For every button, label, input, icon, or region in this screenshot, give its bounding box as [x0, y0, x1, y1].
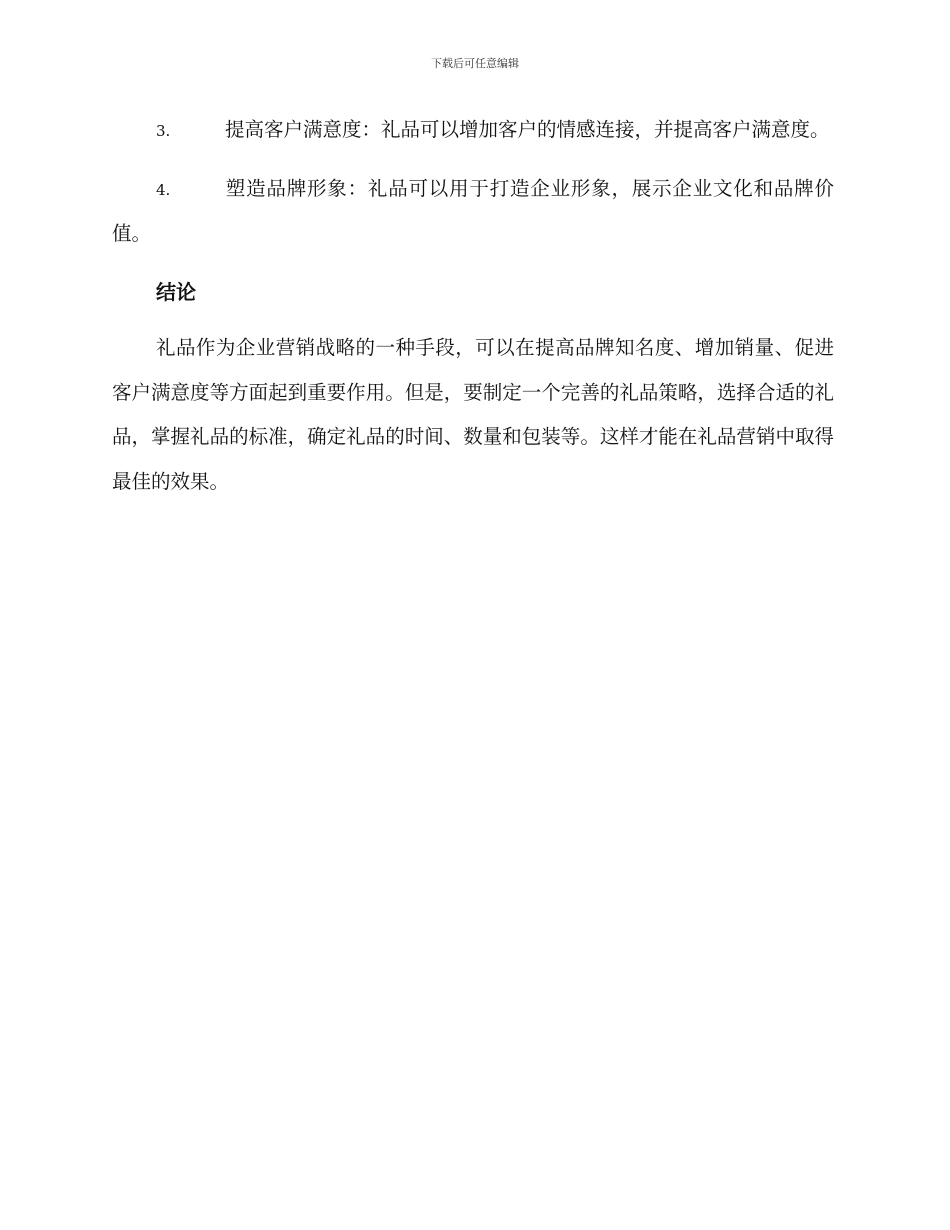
- conclusion-heading: 结论: [156, 280, 196, 304]
- page-header: 下载后可任意编辑: [431, 57, 519, 70]
- list-item: [112, 167, 834, 256]
- list-item: [112, 108, 834, 153]
- list-item-number: 4.: [156, 181, 171, 199]
- list-item-text: 塑造品牌形象：礼品可以用于打造企业形象，展示企业文化和品牌价值。: [112, 177, 834, 245]
- conclusion-paragraph: 礼品作为企业营销战略的一种手段，可以在提高品牌知名度、增加销量、促进客户满意度等方面起到重要作用。但是，要制定一个完善的礼品策略，选择合适的礼品，掌握礼品的标准，确定礼品的时间、数量和包装等。这样才能在礼品营销中取得最佳的效果。: [112, 336, 834, 493]
- document-body: [112, 108, 834, 504]
- list-item-text: 提高客户满意度：礼品可以增加客户的情感连接，并提高客户满意度。: [225, 118, 830, 141]
- list-item-number: 3.: [156, 122, 171, 140]
